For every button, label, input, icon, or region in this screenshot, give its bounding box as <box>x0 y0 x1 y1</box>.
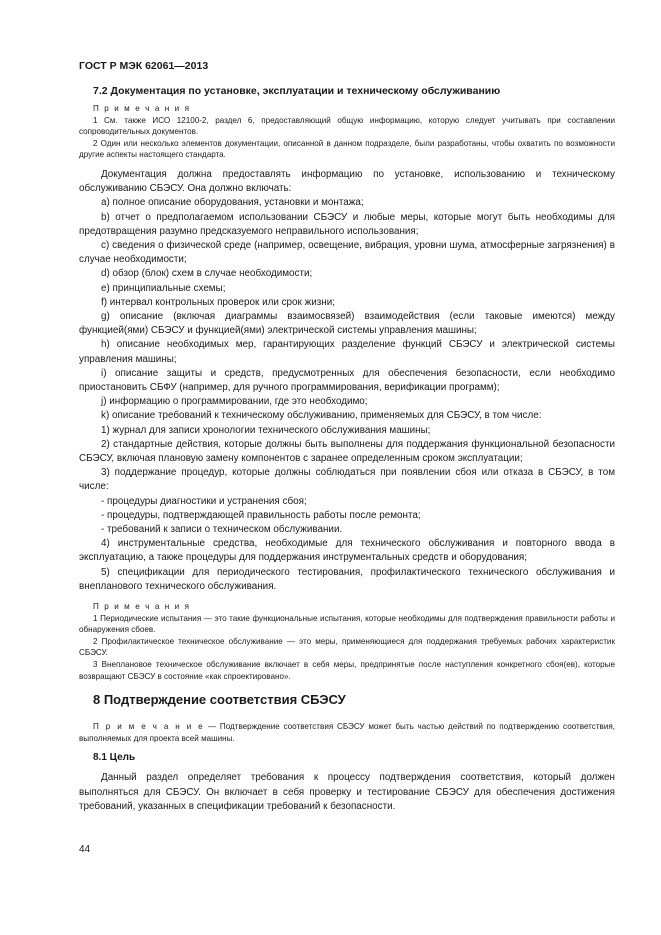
list-item: 2) стандартные действия, которые должны быть выполнены для поддержания функциональной безопасности СБЭСУ, включая плановую замену компонентов с заранее определенным сроком эксплуатации; <box>79 438 615 465</box>
list-item: b) отчет о предполагаемом использовании СБЭСУ и любые меры, которые могут быть необходимы для предотвращения разумно предсказуемого неправильного использования; <box>79 211 615 237</box>
list-item: a) полное описание оборудования, установки и монтажа; <box>101 197 364 209</box>
list-item: - требований к записи о техническом обслуживании. <box>101 524 343 536</box>
list-item: j) информацию о программировании, где это необходимо; <box>101 396 368 408</box>
list-item: 3) поддержание процедур, которые должны соблюдаться при появлении сбоя или отказа в СБЭСУ, в том числе: <box>79 467 615 493</box>
notes-label: П р и м е ч а н и я <box>93 602 191 612</box>
section-7-2-title: 7.2 Документация по установке, эксплуатации и техническому обслуживанию <box>93 85 501 97</box>
list-item: c) сведения о физической среде (например, освещение, вибрация, уровни шума, атмосферные загрязнения) в случае необходимости; <box>79 239 615 266</box>
list-item: g) описание (включая диаграммы взаимосвязей) взаимодействия (если таковые имеются) между функцией(ями) СБЭСУ и функцией(ями) электрической системы управления машины; <box>79 311 615 337</box>
list-item: - процедуры, подтверждающей правильность работы после ремонта; <box>101 509 421 521</box>
section-8-1-body <box>79 771 615 814</box>
paragraph: Данный раздел определяет требования к процессу подтверждения соответствия, который должен выполняться для СБЭСУ. Он включает в себя проверку и тестирование СБЭСУ для обеспечения достижения требований, указанных в спецификации требований к безопасности. <box>79 772 615 812</box>
section-8-1-title: 8.1 Цель <box>93 752 136 764</box>
list-item: h) описание необходимых мер, гарантирующих разделение функций СБЭСУ и электрической системы управления машины; <box>79 339 615 365</box>
list-item: k) описание требований к техническому обслуживанию, применяемых для СБЭСУ, в том числе: <box>101 410 542 422</box>
list-item: 4) инструментальные средства, необходимые для технического обслуживания и повторного ввода в эксплуатацию, а также процедуры для поддержания инструментальных средств и оборудования; <box>79 538 615 564</box>
note-item: 2 Один или несколько элементов документации, описанной в данном подразделе, были разработаны, чтобы охватить по возможности другие аспекты настоящего стандарта. <box>79 138 615 160</box>
list-item: i) описание защиты и средств, предусмотренных для обеспечения безопасности, если необходимо приостановить СБФУ (например, для ручного программирования, верификации программ); <box>79 367 615 394</box>
document-header: ГОСТ Р МЭК 62061—2013 <box>79 60 209 72</box>
page-number: 44 <box>79 844 91 855</box>
section-8-note <box>79 721 615 744</box>
note-item: 3 Внеплановое техническое обслуживание включает в себя меры, предпринятые после наступления конкретного сбоя(ев), которые возвращают СБЭСУ в состояние «как спроектировано». <box>79 660 615 681</box>
list-item: d) обзор (блок) схем в случае необходимости; <box>101 268 313 280</box>
list-item: - процедуры диагностики и устранения сбоя; <box>101 495 307 507</box>
note-item: 2 Профилактическое техническое обслуживание — это меры, применяющиеся для поддержания требуемых рабочих характеристик СБЭСУ. <box>79 636 615 658</box>
section-8-title: 8 Подтверждение соответствия СБЭСУ <box>93 692 346 708</box>
list-item: f) интервал контрольных проверок или срок жизни; <box>101 296 335 308</box>
notes-block-2 <box>79 601 615 682</box>
paragraph: Документация должна предоставлять информацию по установке, использованию и техническому обслуживанию СБЭСУ. Она должно включать: <box>79 168 615 195</box>
note-item: 1 Периодические испытания — это такие функциональные испытания, которые необходимы для подтверждения правильности работы и обнаружения сбоев. <box>79 613 615 635</box>
list-item: 1) журнал для записи хронологии технического обслуживания машины; <box>101 424 431 436</box>
notes-label: П р и м е ч а н и я <box>93 104 191 113</box>
list-item: e) принципиальные схемы; <box>101 282 226 294</box>
document-page <box>79 60 615 814</box>
notes-block <box>79 103 615 161</box>
section-7-2-body <box>79 168 615 594</box>
note-text: — Подтверждение соответствия СБЭСУ может быть частью действий по подтверждению соответствия, выполняемых для проекта всей машины. <box>79 722 615 743</box>
note-item: 1 См. также ИСО 12100-2, раздел 6, предоставляющий общую информацию, которую следует учитывать при составлении сопроводительных документов. <box>79 115 615 137</box>
note-label: П р и м е ч а н и е <box>93 722 205 732</box>
list-item: 5) спецификации для периодического тестирования, профилактического технического обслуживания и внепланового технического обслуживания. <box>79 566 615 592</box>
